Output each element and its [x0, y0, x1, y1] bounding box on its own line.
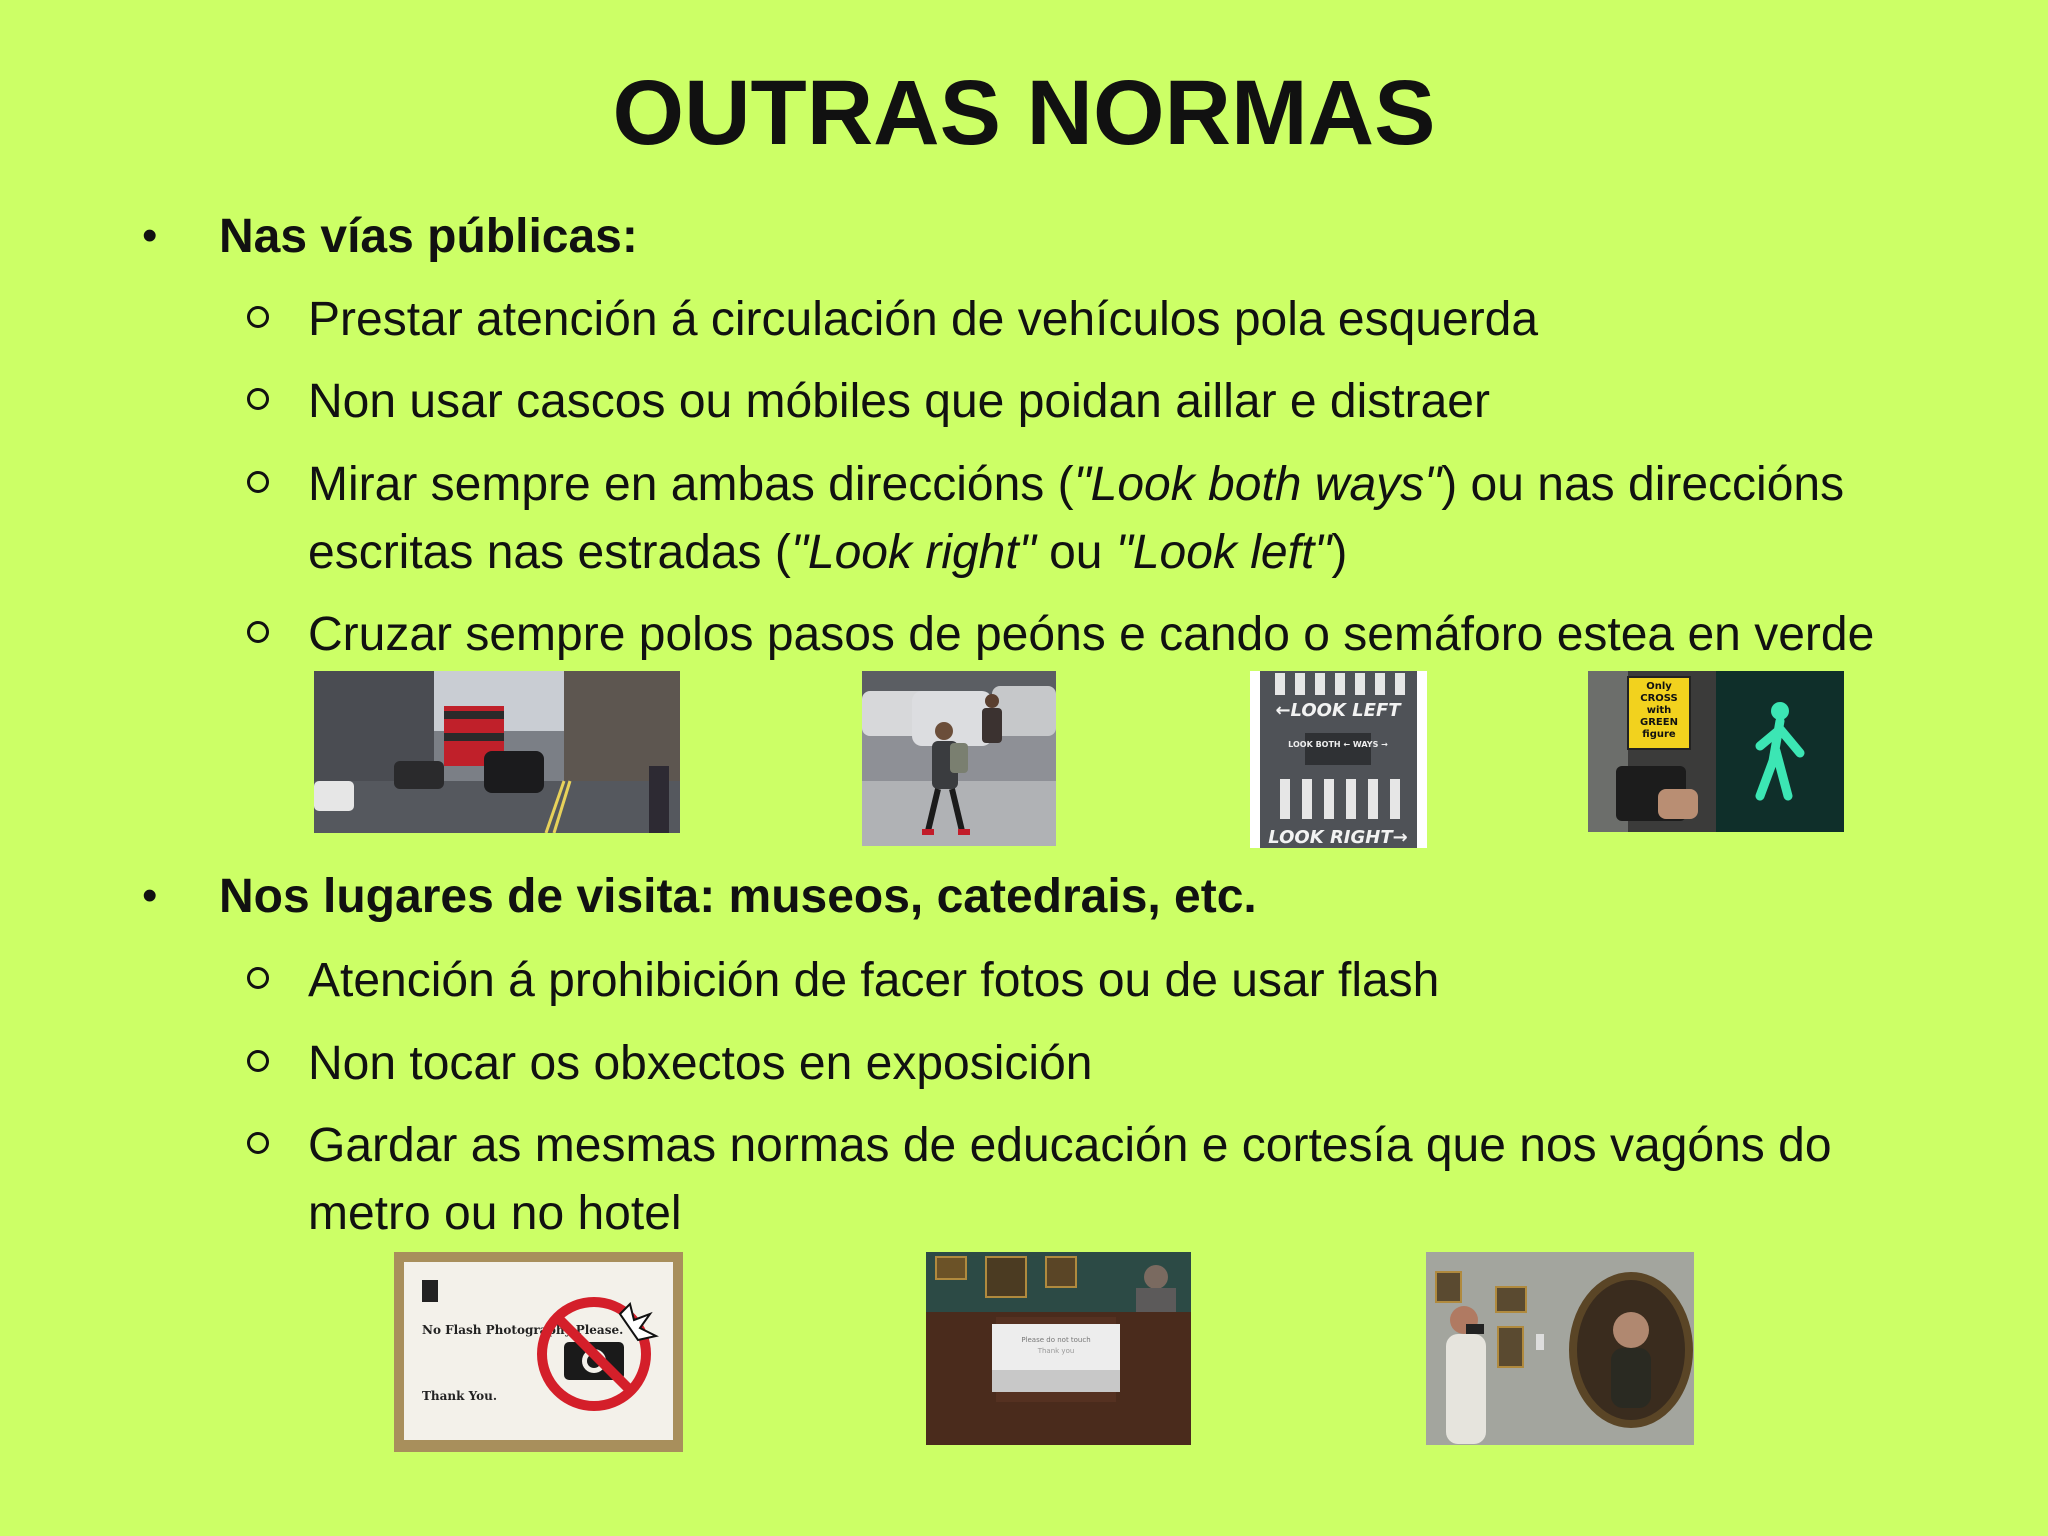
- pedestrian-crossing-photo: [862, 671, 1056, 846]
- sign-text: Thank you: [1037, 1347, 1075, 1355]
- list-item: Prestar atención á circulación de vehículos pola esquerda: [308, 293, 1539, 346]
- circle-bullet-icon: [247, 1050, 269, 1072]
- circle-bullet-icon: [247, 388, 269, 410]
- text-run: Gardar as mesmas normas de educación e cortesía que nos vagóns do: [308, 1119, 1832, 1172]
- sign-text: LOOK BOTH ← WAYS →: [1288, 740, 1388, 749]
- no-flash-sign-photo: [394, 1252, 683, 1452]
- circle-bullet-icon: [247, 967, 269, 989]
- portrait-mimic-photo: [1426, 1252, 1694, 1445]
- circle-bullet-icon: [247, 1132, 269, 1154]
- text-run: metro ou no hotel: [308, 1187, 682, 1240]
- circle-bullet-icon: [247, 471, 269, 493]
- list-item: Non usar cascos ou móbiles que poidan aillar e distraer: [308, 375, 1490, 428]
- sign-text: LOOK RIGHT→: [1268, 827, 1408, 848]
- text-run: "Look right": [790, 526, 1036, 579]
- slide-title: OUTRAS NORMAS: [612, 62, 1436, 164]
- bullet-icon: •: [142, 211, 158, 260]
- text-run: "Look both ways": [1073, 458, 1442, 511]
- list-item: Cruzar sempre polos pasos de peóns e cando o semáforo estea en verde: [308, 608, 1875, 661]
- circle-bullet-icon: [247, 621, 269, 643]
- text-run: Mirar sempre en ambas direccións (: [308, 458, 1074, 511]
- sign-text: ←LOOK LEFT: [1275, 700, 1401, 721]
- do-not-touch-photo: [926, 1252, 1191, 1445]
- section-heading: Nas vías públicas:: [219, 210, 638, 263]
- sign-text: Please do not touch: [1021, 1336, 1091, 1344]
- text-run: ) ou nas direccións: [1441, 458, 1845, 511]
- section-heading: Nos lugares de visita: museos, catedrais, etc.: [219, 870, 1257, 923]
- text-run: escritas nas estradas (: [308, 526, 791, 579]
- list-item: Atención á prohibición de facer fotos ou de usar flash: [308, 954, 1440, 1007]
- green-man-signal-photo: [1588, 671, 1844, 832]
- circle-bullet-icon: [247, 306, 269, 328]
- text-run: ): [1331, 526, 1348, 579]
- road-markings-photo: [1250, 671, 1427, 848]
- sign-text: No Flash Photography Please.: [422, 1323, 624, 1337]
- text-run: ou: [1035, 526, 1116, 579]
- list-item: Non tocar os obxectos en exposición: [308, 1037, 1093, 1090]
- list-item: [308, 451, 2008, 587]
- sign-text: Only CROSS with GREEN figure: [1640, 681, 1678, 740]
- sign-text: Thank You.: [422, 1389, 498, 1403]
- bullet-icon: •: [142, 871, 158, 920]
- list-item: [308, 1112, 2008, 1248]
- street-traffic-photo: [314, 671, 680, 833]
- text-run: "Look left": [1115, 526, 1332, 579]
